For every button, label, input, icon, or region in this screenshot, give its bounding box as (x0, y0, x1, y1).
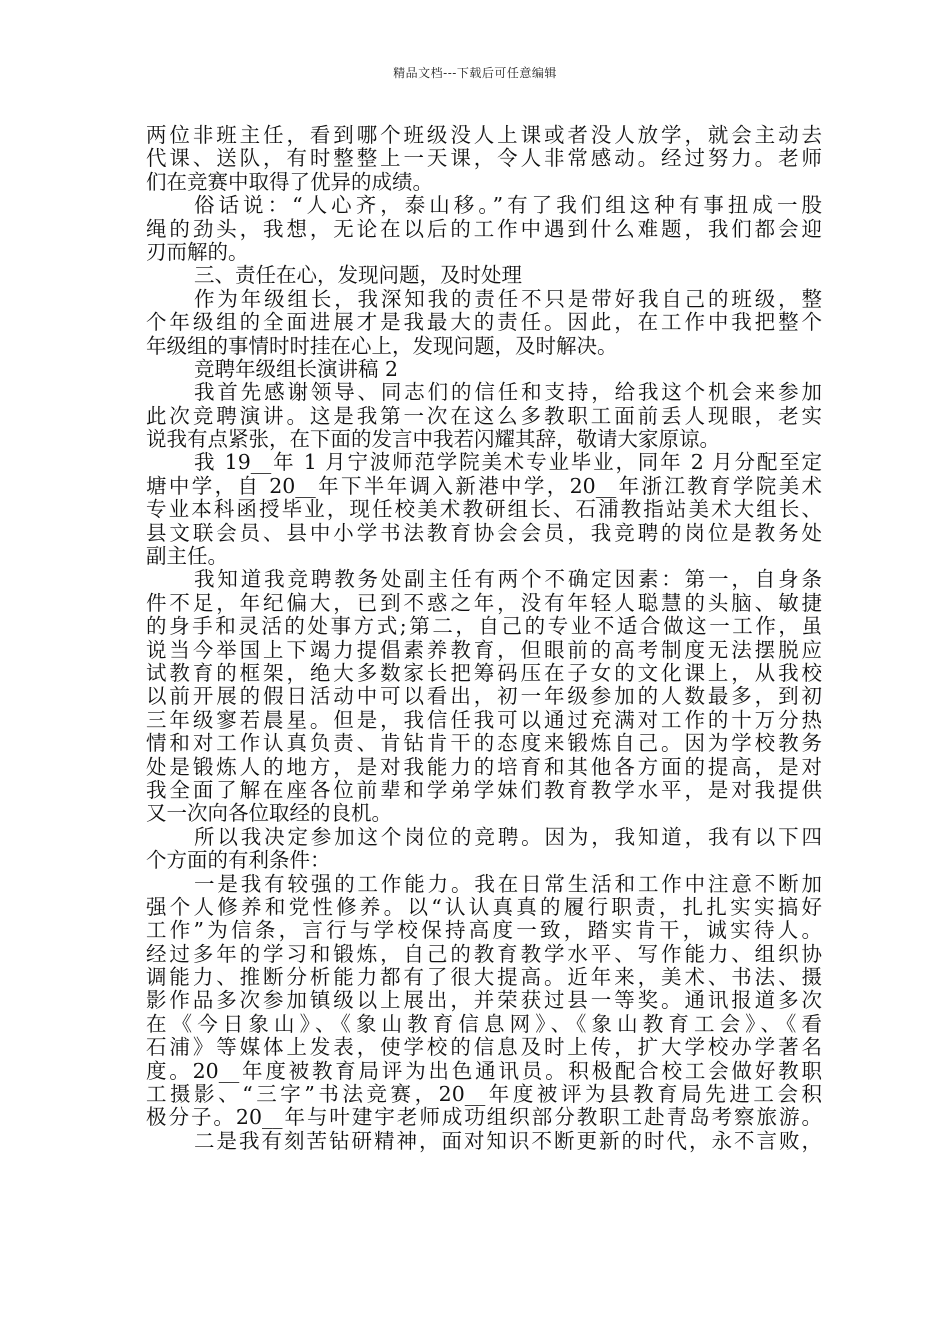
text-line: 我全面了解在座各位前辈和学弟学妹们教育教学水平，是对我提供 (146, 778, 822, 802)
text-line: 我知道我竞聘教务处副主任有两个不确定因素：第一，自身条 (194, 568, 822, 592)
text-line: 代课、送队，有时整整上一天课，令人非常感动。经过努力。老师 (146, 147, 822, 171)
text-line: 说当今举国上下竭力提倡素养教育，但眼前的高考制度无法摆脱应 (146, 638, 822, 662)
text-line: 年级组的事情时时挂在心上，发现问题，及时解决。 (146, 334, 618, 358)
text-line: 在《今日象山》、《象山教育信息网》、《象山教育工会》、《看 (146, 1012, 822, 1036)
text-line: 工摄影、“三字”书法竞赛，20__年度被评为县教育局先进工会积 (146, 1083, 822, 1107)
page-header: 精品文档---下载后可任意编辑 (393, 66, 557, 80)
text-line: 县文联会员、县中小学书法教育协会会员，我竞聘的岗位是教务处 (146, 521, 822, 545)
text-line: 我 19__年 1 月宁波师范学院美术专业毕业，同年 2 月分配至定 (194, 451, 822, 475)
text-line: 一是我有较强的工作能力。我在日常生活和工作中注意不断加 (194, 872, 822, 896)
text-line: 影作品多次参加镇级以上展出，并荣获过县一等奖。通讯报道多次 (146, 989, 822, 1013)
text-line: 强个人修养和党性修养。以“认认真真的履行职责，扎扎实实搞好 (146, 895, 822, 919)
text-line: 此次竞聘演讲。这是我第一次在这么多教职工面前丢人现眼，老实 (146, 404, 822, 428)
text-line: 所以我决定参加这个岗位的竞聘。因为，我知道，我有以下四 (194, 825, 822, 849)
text-line: 二是我有刻苦钻研精神，面对知识不断更新的时代，永不言败， (194, 1129, 822, 1153)
text-line: 调能力、推断分析能力都有了很大提高。近年来，美术、书法、摄 (146, 966, 822, 990)
text-line: 俗话说：“人心齐，泰山移。”有了我们组这种有事扭成一股 (194, 194, 822, 218)
text-line: 绳的劲头，我想，无论在以后的工作中遇到什么难题，我们都会迎 (146, 217, 822, 241)
text-line: 处是锻炼人的地方，是对我能力的培育和其他各方面的提高，是对 (146, 755, 822, 779)
text-line: 石浦》等媒体上发表，使学校的信息及时上传，扩大学校办学著名 (146, 1036, 822, 1060)
text-line: 三年级寥若晨星。但是，我信任我可以通过充满对工作的十万分热 (146, 708, 822, 732)
text-line: 三、责任在心，发现问题，及时处理 (194, 264, 522, 288)
text-line: 刃而解的。 (146, 240, 249, 264)
text-line: 度。20__年度被教育局评为出色通讯员。积极配合校工会做好教职 (146, 1059, 822, 1083)
text-line: 极分子。20__年与叶建宇老师成功组织部分教职工赴青岛考察旅游。 (146, 1106, 822, 1130)
text-line: 专业本科函授毕业，现任校美术教研组长、石浦教指站美术大组长、 (146, 498, 822, 522)
document-body (146, 124, 822, 1153)
text-line: 说我有点紧张，在下面的发言中我若闪耀其辞，敬请大家原谅。 (146, 428, 720, 452)
text-line: 情和对工作认真负责、肯钻肯干的态度来锻炼自己。因为学校教务 (146, 732, 822, 756)
text-line: 塘中学，自 20__年下半年调入新港中学，20__年浙江教育学院美术 (146, 474, 822, 498)
text-line: 作为年级组长，我深知我的责任不只是带好我自己的班级，整 (194, 287, 822, 311)
text-line: 又一次向各位取经的良机。 (146, 802, 392, 826)
text-line: 以前开展的假日活动中可以看出，初一年级参加的人数最多，到初 (146, 685, 822, 709)
text-line: 们在竞赛中取得了优异的成绩。 (146, 170, 433, 194)
text-line: 工作”为信条，言行与学校保持高度一致，踏实肯干，诚实待人。 (146, 919, 822, 943)
text-line: 个年级组的全面进展才是我最大的责任。因此，在工作中我把整个 (146, 311, 822, 335)
text-line: 的身手和灵活的处事方式;第二，自己的专业不适合做这一工作，虽 (146, 615, 822, 639)
text-line: 试教育的框架，绝大多数家长把筹码压在子女的文化课上，从我校 (146, 661, 822, 685)
text-line: 个方面的有利条件： (146, 849, 331, 873)
text-line: 经过多年的学习和锻炼，自己的教育教学水平、写作能力、组织协 (146, 942, 822, 966)
text-line: 竞聘年级组长演讲稿 2 (194, 357, 399, 381)
text-line: 副主任。 (146, 545, 228, 569)
text-line: 我首先感谢领导、同志们的信任和支持，给我这个机会来参加 (194, 381, 822, 405)
text-line: 件不足，年纪偏大，已到不惑之年，没有年轻人聪慧的头脑、敏捷 (146, 591, 822, 615)
text-line: 两位非班主任，看到哪个班级没人上课或者没人放学，就会主动去 (146, 124, 822, 147)
